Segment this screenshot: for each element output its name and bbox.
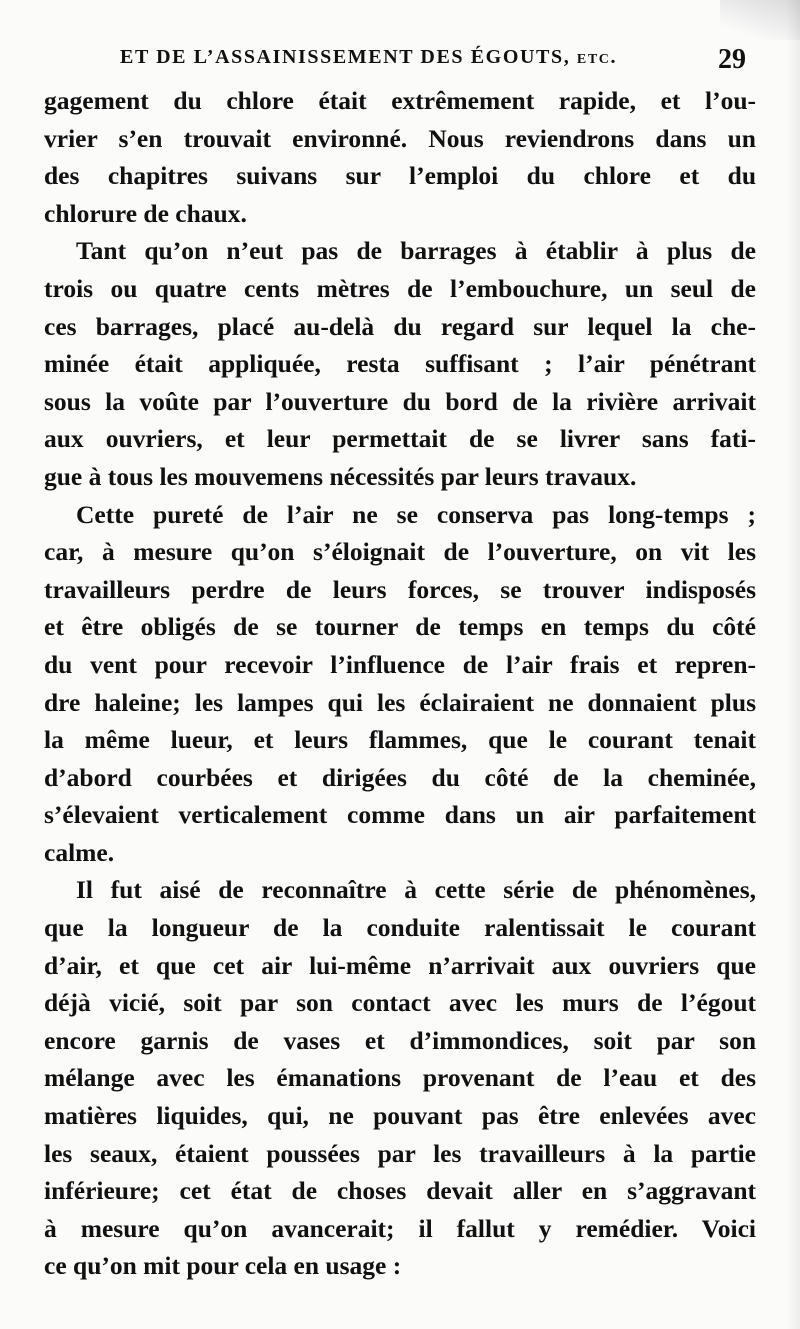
text-line: inférieure; cet état de choses devait aller en s’aggravant bbox=[44, 1176, 756, 1206]
running-head: ET DE L’ASSAINISSEMENT DES ÉGOUTS, etc. bbox=[120, 46, 618, 68]
text-line: gagement du chlore était extrêmement rapide, et l’ou- bbox=[44, 86, 756, 115]
text-line: d’air, et que cet air lui-même n’arrivait aux ouvriers que bbox=[44, 950, 756, 980]
text-line: travailleurs perdre de leurs forces, se trouver indisposés bbox=[44, 574, 756, 604]
text-line: et être obligés de se tourner de temps en temps du côté bbox=[44, 612, 756, 642]
page-number: 29 bbox=[718, 44, 746, 75]
text-line: s’élevaient verticalement comme dans un air parfaitement bbox=[44, 800, 756, 830]
text-line: car, à mesure qu’on s’éloignait de l’ouverture, on vit les bbox=[44, 537, 756, 567]
text-line: ces barrages, placé au-delà du regard sur lequel la che- bbox=[44, 311, 756, 341]
text-line: sous la voûte par l’ouverture du bord de la rivière arrivait bbox=[44, 386, 756, 416]
text-line: dre haleine; les lampes qui les éclairaient ne donnaient plus bbox=[44, 687, 756, 717]
text-line: déjà vicié, soit par son contact avec les murs de l’égout bbox=[44, 988, 756, 1018]
text-line: minée était appliquée, resta suffisant ; l’air pénétrant bbox=[44, 349, 756, 379]
page-edge-shadow bbox=[786, 0, 800, 1329]
text-line: les seaux, étaient poussées par les travailleurs à la partie bbox=[44, 1138, 756, 1168]
text-line: d’abord courbées et dirigées du côté de la cheminée, bbox=[44, 762, 756, 792]
text-line: la même lueur, et leurs flammes, que le courant tenait bbox=[44, 725, 756, 755]
text-line: aux ouvriers, et leur permettait de se livrer sans fati- bbox=[44, 424, 756, 454]
text-line: ce qu’on mit pour cela en usage : bbox=[44, 1251, 402, 1281]
text-line: Cette pureté de l’air ne se conserva pas long-temps ; bbox=[76, 499, 756, 529]
text-line: chlorure de chaux. bbox=[44, 198, 247, 228]
text-line: vrier s’en trouvait environné. Nous reviendrons dans un bbox=[44, 123, 756, 153]
text-line: à mesure qu’on avancerait; il fallut y remédier. Voici bbox=[44, 1213, 756, 1243]
body-text bbox=[44, 82, 756, 1285]
text-line: Tant qu’on n’eut pas de barrages à établir à plus de bbox=[76, 236, 756, 266]
text-line: calme. bbox=[44, 837, 115, 867]
text-line: matières liquides, qui, ne pouvant pas être enlevées avec bbox=[44, 1101, 756, 1131]
text-line: trois ou quatre cents mètres de l’embouchure, un seul de bbox=[44, 273, 756, 303]
text-line: du vent pour recevoir l’influence de l’air frais et repren- bbox=[44, 649, 756, 679]
text-line: mélange avec les émanations provenant de l’eau et des bbox=[44, 1063, 756, 1093]
text-line: que la longueur de la conduite ralentissait le courant bbox=[44, 913, 756, 943]
text-line: Il fut aisé de reconnaître à cette série de phénomènes, bbox=[76, 875, 756, 905]
text-line: encore garnis de vases et d’immondices, soit par son bbox=[44, 1025, 756, 1055]
page-header bbox=[0, 44, 800, 80]
text-line: des chapitres suivans sur l’emploi du chlore et du bbox=[44, 161, 756, 191]
text-line: gue à tous les mouvemens nécessités par leurs travaux. bbox=[44, 461, 637, 491]
